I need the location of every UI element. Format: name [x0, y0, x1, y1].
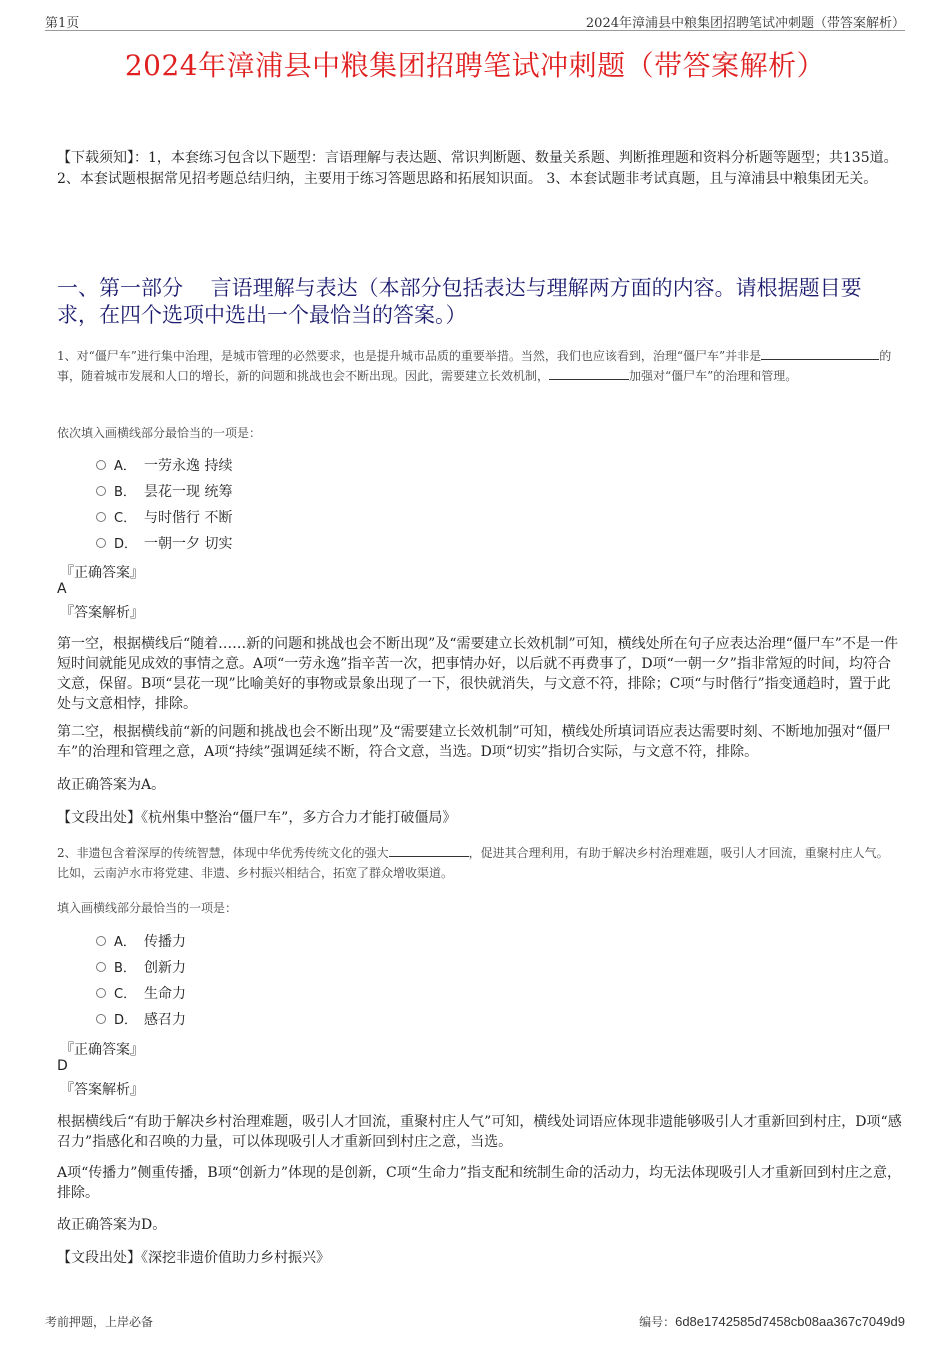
q1-analysis-paragraph: 第二空，根据横线前“新的问题和挑战也会不断出现”及“需要建立长效机制”可知，横线处所填词语应表达需要时刻、不断地加强对“僵尸车”的治理和管理之意，A项“持续”强调延续不断，符合文意，当选。D项“切实”指切合实际，与文意不符，排除。 — [57, 724, 891, 760]
page-number: 第1页 — [45, 16, 80, 31]
answer-blank — [389, 844, 469, 857]
section-heading: 一、第一部分 言语理解与表达（本部分包括表达与理解两方面的内容。请根据题目要求，在四个选项中选出一个最恰当的答案。） — [57, 276, 862, 327]
correct-answer-label: 『正确答案』 — [60, 565, 144, 581]
q2-analysis-paragraph: 根据横线后“有助于解决乡村治理难题，吸引人才回流，重聚村庄人气”可知，横线处词语应体现非遗能够吸引人才重新回到村庄，D项“感召力”指感化和召唤的力量，可以体现吸引人才重新回到村庄之意，当选。 — [57, 1114, 902, 1150]
radio-icon[interactable] — [96, 512, 106, 522]
radio-icon[interactable] — [96, 486, 106, 496]
radio-icon[interactable] — [96, 936, 106, 946]
answer-blank — [549, 367, 629, 380]
question-2-text: 2、非遗包含着深厚的传统智慧，体现中华优秀传统文化的强大 ，促进其合理利用，有助于解决乡村治理难题，吸引人才回流，重聚村庄人气。比如，云南泸水市将党建、非遗、乡村振兴相结合，拓宽了群众增收渠道。 — [57, 846, 889, 880]
question-1-prompt: 依次填入画横线部分最恰当的一项是： — [57, 426, 262, 440]
q2-option-c[interactable]: C． 生命力 — [96, 984, 186, 1004]
q1-option-c[interactable]: C． 与时偕行 不断 — [96, 508, 232, 528]
download-notice: 【下载须知】：1，本套练习包含以下题型：言语理解与表达题、常识判断题、数量关系题、判断推理题和资料分析题等题型；共135道。 2、本套试题根据常见招考题总结归纳，主要用于练习答题思路和拓展知识面。 3、本套试题非考试真题，且与漳浦县中粮集团无关。 — [57, 150, 898, 187]
q2-option-a[interactable]: A． 传播力 — [96, 932, 186, 952]
header-doc-title: 2024年漳浦县中粮集团招聘笔试冲刺题（带答案解析） — [585, 16, 905, 31]
q1-option-d[interactable]: D． 一朝一夕 切实 — [96, 534, 232, 554]
radio-icon[interactable] — [96, 988, 106, 998]
q1-source: 【文段出处】《杭州集中整治“僵尸车”，多方合力才能打破僵局》 — [57, 810, 457, 826]
q1-option-a[interactable]: A． 一劳永逸 持续 — [96, 456, 232, 476]
radio-icon[interactable] — [96, 962, 106, 972]
question-1-text: 1、对“僵尸车”进行集中治理，是城市管理的必然要求，也是提升城市品质的重要举措。当然，我们也应该看到，治理“僵尸车”并非是 的事，随着城市发展和人口的增长，新的问题和挑战也会不断出现。因此，需要建立长效机制， 加强对“僵尸车”的治理和管理。 — [57, 349, 892, 383]
correct-answer-label: 『正确答案』 — [60, 1042, 144, 1058]
radio-icon[interactable] — [96, 460, 106, 470]
analysis-label: 『答案解析』 — [60, 1082, 144, 1098]
page-header — [45, 8, 905, 31]
answer-blank — [761, 347, 879, 360]
q1-conclusion: 故正确答案为A。 — [57, 777, 166, 793]
q2-option-b[interactable]: B． 创新力 — [96, 958, 186, 978]
q1-correct-answer: A — [57, 581, 67, 597]
q2-option-d[interactable]: D． 感召力 — [96, 1010, 186, 1030]
page-footer — [45, 1313, 905, 1330]
q2-analysis-paragraph: A项“传播力”侧重传播，B项“创新力”体现的是创新，C项“生命力”指支配和统制生命的活动力，均无法体现吸引人才重新回到村庄之意，排除。 — [57, 1165, 902, 1201]
q1-analysis-paragraph: 第一空，根据横线后“随着……新的问题和挑战也会不断出现”及“需要建立长效机制”可知，横线处所在句子应表达治理“僵尸车”不是一件短时间就能见成效的事情之意。A项“一劳永逸”指辛苦一次，把事情办好，以后就不再费事了，D项“一朝一夕”指非常短的时间，均符合文意，保留。B项“昙花一现”比喻美好的事物或景象出现了一下，很快就消失，与文意不符，排除；C项“与时偕行”指变通趋时，置于此处与文意相悖，排除。 — [57, 636, 898, 712]
radio-icon[interactable] — [96, 538, 106, 548]
q2-source: 【文段出处】《深挖非遗价值助力乡村振兴》 — [57, 1250, 330, 1266]
analysis-label: 『答案解析』 — [60, 605, 144, 621]
q1-option-b[interactable]: B． 昙花一现 统筹 — [96, 482, 232, 502]
q2-correct-answer: D — [57, 1058, 68, 1074]
footer-code: 编号：6d8e1742585d7458cb08aa367c7049d9 — [639, 1314, 905, 1329]
q2-conclusion: 故正确答案为D。 — [57, 1217, 167, 1233]
footer-slogan: 考前押题，上岸必备 — [45, 1315, 154, 1329]
question-2-prompt: 填入画横线部分最恰当的一项是： — [57, 901, 238, 915]
radio-icon[interactable] — [96, 1014, 106, 1024]
document-title: 2024年漳浦县中粮集团招聘笔试冲刺题（带答案解析） — [124, 49, 826, 82]
